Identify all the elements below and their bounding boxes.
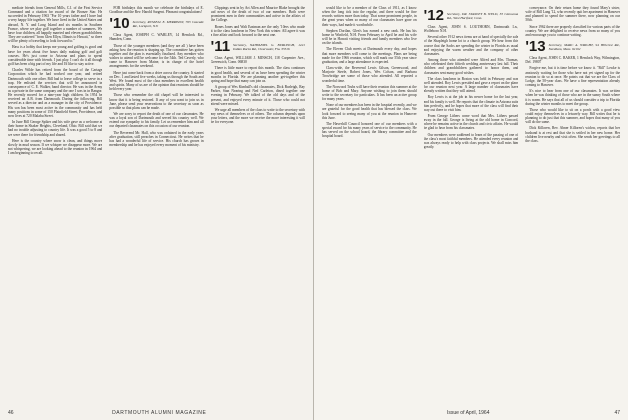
- class-year: '10: [109, 15, 130, 33]
- right-footer: [322, 410, 620, 416]
- class-secretary-info: Secretary, RUSSELL E. MERRISON, 703 Cascade Rd., Lockport, N.Y.: [132, 20, 204, 29]
- class-secretary-info: Secretary, DR. STANLEY B. WELD, 33 Glenwood Rd., West Hartford, Conn.: [446, 12, 519, 20]
- paragraph: Class-wide, the Reverend Lewis Gilson, Greenwood, and Marjorie Steele, Robert Jones, Wes Colson, and Barbara Trowbridge are some of those who attended. All reported a wonderful time.: [322, 66, 417, 83]
- paragraph: A group of Wes Kimball's old classmates, Dick Burleigh, Ray Parker, Stan Nearing and Ned Carleton, dined together one evening in February. We talked of the old days and of the present, and enjoyed every minute of it. Those who could not attend were missed.: [210, 85, 305, 106]
- paragraph: It's nice to hear from one of our classmates. It was written when he was thinking of those who are in the sunny South where it is warm. He says that all of us should consider a trip to Florida during the winter months to meet the group.: [525, 89, 621, 106]
- paragraph: The Reverend Mr. Hall, who was ordained in the early years after graduation, still preaches in Connecticut. He writes that he has had a wonderful life of service. His church has grown in membership and he has enjoyed every moment of his ministry.: [109, 130, 204, 148]
- paragraph: Those who would like to sit on a porch with a good view could enjoy themselves in a leisurely way. Bill writes that he is planning to do just that this summer, and hopes that many of you will do the same.: [525, 107, 621, 125]
- paragraph: Bones Jones and Walt Eastman are the only '10ers who made it to the class luncheon in New York this winter. All agree it was a fine affair and look forward to the next one.: [210, 24, 305, 37]
- right-page: [314, 0, 628, 420]
- paragraph: Several other 1912 news items are at hand of specially the sale of the Shapleigh home lot to a church group. We hear from this source that the Sachs are spending the winter in Florida as usual and enjoying the warm weather and the company of other classmates.: [423, 35, 519, 56]
- paragraph: Class Agent, JOHN C. BAKER, 1 Hemlock Way, Wilmington, Del. 19807: [525, 56, 621, 65]
- paragraph: In June Bill George Spiker and his wife gave us a welcome at their home in Shaker Heights, Cleveland, Ohio. Bill said that we had no trouble adjusting to country life. It was a good 5 to 8 and we were there for friendship and shared.: [8, 120, 103, 137]
- paragraph: Charles Wilde has retired from the board of the Cartage Corporation which he had worked one year, and retired Dartmouth with one other. Bill had to leave college to serve in a trap. He enlisted the services that will be announced in consequence of C. E. Walker, band director. He was in the Army as a private in the same company and the one I was in in Bangor. He recently moved for a nine-year high children. In 1954 he received an A.B. from Dartmouth. During the following, Bill served as a director and as a manager in the city of Providence. His son has been most active in the community and has held many positions in some of 150 Plainfield Street, Providence, and now lives at 720 Malabu Street.: [8, 68, 103, 118]
- paragraph: The class luncheon in Boston was held in February and was well attended. Roy Lewis presided and gave a report on the plans for our reunion next year. A large number of classmates have already written that they will attend.: [423, 76, 519, 94]
- right-column-1: [322, 6, 417, 404]
- paragraph: Forgive me, but it is time before we know it. "Bill" Lowke is anxiously waiting for those who have not yet signed up for the reunion to do so at once. He points out that we are the Class of Lodge, the 50-year class. We have a fine representation already coming to Hanover.: [525, 66, 621, 88]
- class-secretary-info: Secretary, NATHANIEL G. BURLEIGH, 1221 Indian Rocks Rd., Clearwater, Fla. 33516: [233, 43, 305, 52]
- paragraph: Class Agent, JOHN S. LOUTHORN, Dartmouth Ln., Wolfeboro N.H.: [423, 25, 519, 34]
- paragraph: Among those who attended were Alfred and Mrs. Thomas, who celebrated their fiftieth wedding anniversary last fall. Their children and grandchildren gathered to honor them, and classmates sent many good wishes.: [423, 58, 519, 75]
- paragraph: conveyance. On their return home they found Mary's sister, wife of Bill Lang '12, who recently quit her apartment in Hanover and planned to spend the summer there, now planning on our 50th.: [525, 6, 621, 23]
- paragraph: FOR birthdays this month we celebrate the birthdays of E. Goodhue and the Rev. Harold Sargent. Pleasant congratulations!: [109, 6, 204, 15]
- paragraph: Class Agent, WILLIAM J. MINSCH, 118 Carpenter Ave., Greenwich, Conn. 06830: [210, 56, 305, 65]
- paragraph: There is little more to report this month. The class continues in good health, and several of us have been spending the winter months in Florida. We are planning another get-together this spring and hope that many can join us.: [210, 66, 305, 83]
- left-footer: [8, 410, 305, 416]
- paragraph: Roy Lewis is at the job in his newer home for the last year, and his family is well. He reports that the climate in Arizona suits him perfectly, and he hopes that more of the class will find their way out there to visit him.: [423, 95, 519, 112]
- page-number: 46: [8, 410, 14, 416]
- page-number: 47: [614, 410, 620, 416]
- issue-date: Issue of April, 1964: [446, 410, 490, 416]
- paragraph: mediate friends from General Mills, C.I. of the First Service Command and a citation for award of the Bronze Star. He succeeded in February 1963 "For 10 years father and I have had a very happy life together. We have lived in the United States and abroad, N. Y. and Long Island and six months in Southern France, where we play golf together a number of summers. We have four children, all happily married and eleven grandchildren. They are scattered "from Glen Ellyn, Illinois to Hawaii," so there will be plenty of traveling to look forward to.": [8, 6, 103, 44]
- class-year: '13: [525, 38, 546, 56]
- left-columns: [8, 6, 305, 404]
- paragraph: None of our members has been in the hospital recently, and we are grateful for the good health that has blessed the class. We look forward to seeing many of you at the reunion in Hanover this June.: [322, 103, 417, 120]
- paragraph: Stephen Dorilan, Glen's has earned a new rank. He has his home in Winfield, N.H. From February to April he and his wife will be in Hawaii visiting friends and family members who live on the islands.: [322, 28, 417, 46]
- right-column-2: [424, 6, 519, 404]
- class-secretary-info: Secretary, MARC A. WRIGHT, 94 Hillcrest Rd., Needham, Mass. 02192: [548, 43, 621, 52]
- paragraph: Hass is a hobby that keeps me young and golfing is good and have for years about five hours daily making golf and golf courses. He's just come to Arizona and plans to spend considerable time with friends. I just play. I can't do it all though golf has been a big part of my life and I'd like to stay active.: [8, 45, 103, 67]
- class-heading: [424, 9, 519, 23]
- class-year: '12: [423, 7, 444, 24]
- paragraph: The Eleven Club meets at Dartmouth every day, and hopes that more members will come to the meetings. Plans are being made for the 1966 reunion, which will mark our 55th year since graduation, and a large attendance is expected.: [322, 47, 417, 64]
- left-column-3: [211, 6, 305, 404]
- class-heading: [109, 17, 203, 31]
- paragraph: From George Lithers come word that Mrs. Lithers passed away in the fall. George is living at the old home in Concord, where he remains active in the church and civic affairs. He would be glad to hear from his classmates.: [423, 113, 519, 131]
- paragraph: Have just come back from a drive across the country. It started on Dec. 1 and lasted five weeks, taking us through the South and West. We found most of the class members in excellent health and spirits. Many of us are of the opinion that reunions should be held every year.: [109, 70, 204, 92]
- paragraph: Here is the country where snow is clean, and things move slowly in mud season. If we whisper we disappear more. We are not whispering, we are looking ahead to the reunion in 1964 and I am beginning to recall.: [8, 138, 103, 156]
- paragraph: Class Agent, JOSEPH C. WARLEY, 14 Hemlock Rd., Hamden, Conn.: [109, 33, 204, 42]
- paragraph: Those who remember the old chapel will be interested to know that it is being restored. If any of you want to join us in June, please send your reservations to the secretary as soon as possible so that plans can be made.: [109, 93, 204, 110]
- class-heading: [211, 40, 305, 54]
- paragraph: The Norwood Trubs will have their reunion this summer at the home of Bob and Mary. Anyone wishing to join them should write to the secretary for particulars. It has been an active group for many years.: [322, 84, 417, 102]
- paragraph: Our members were saddened to learn of the passing of one of the class's most faithful members. He attended every reunion and was always ready to help with class projects. We shall miss him greatly.: [423, 132, 519, 150]
- paragraph: We are sorry to report the death of one of our classmates. He was a loyal son of Dartmouth and served his country well. We extend our sympathy to his family. Let us remember him and all our departed classmates on this occasion of our reunion.: [109, 111, 204, 129]
- right-columns: [322, 6, 620, 404]
- right-column-3: [525, 6, 620, 404]
- paragraph: Since 1962 there are properly classified for various parts of the country. We are delighted to receive news from so many of you and encourage you to continue writing.: [525, 24, 621, 37]
- paragraph: The Haverhill Council honored one of our members with a special award for his many years of service to the community. He has served on the school board, the library committee and the hospital board.: [322, 121, 417, 139]
- paragraph: Clippings sent in by Art Allen and Maurice Blake brought the sad news of the death of two of our members. Both were prominent men in their communities and active in the affairs of the College.: [210, 6, 305, 23]
- class-year: '11: [210, 38, 231, 56]
- magazine-title: DARTMOUTH ALUMNI MAGAZINE: [112, 410, 207, 416]
- class-heading: [525, 40, 620, 54]
- paragraph: would like to be a member of the Class of 1911, as I know when the long tick into the regular, and there would be fine records written more than today. That some prominent people, in the great years when so many of our classmates have gone on their ways, had made it worthwhile.: [322, 6, 417, 27]
- paragraph: Those of the younger members (and they are all ) have been asking how the reunion is shaping up. The committee has gotten together and the plan is essentially finalized. Any member who wishes to attend will be welcome for the 54th. Ted Caverly, who came to Hanover from Maine, is in charge of the hotel arrangements for the weekend.: [109, 43, 204, 69]
- paragraph: We urge all members of the class to write to the secretary with any news of themselves or of others. The column depends upon your letters, and the more we receive the more interesting it will be for everyone.: [210, 107, 305, 125]
- left-column-2: [109, 6, 203, 404]
- paragraph: Dick Killoren, Rev. Abner Killoren's widow, reports that her husband is at rest and that she is settled in her new home. Her children live nearby and visit often. She sends her greetings to all the class.: [525, 126, 621, 143]
- left-column-1: [8, 6, 102, 404]
